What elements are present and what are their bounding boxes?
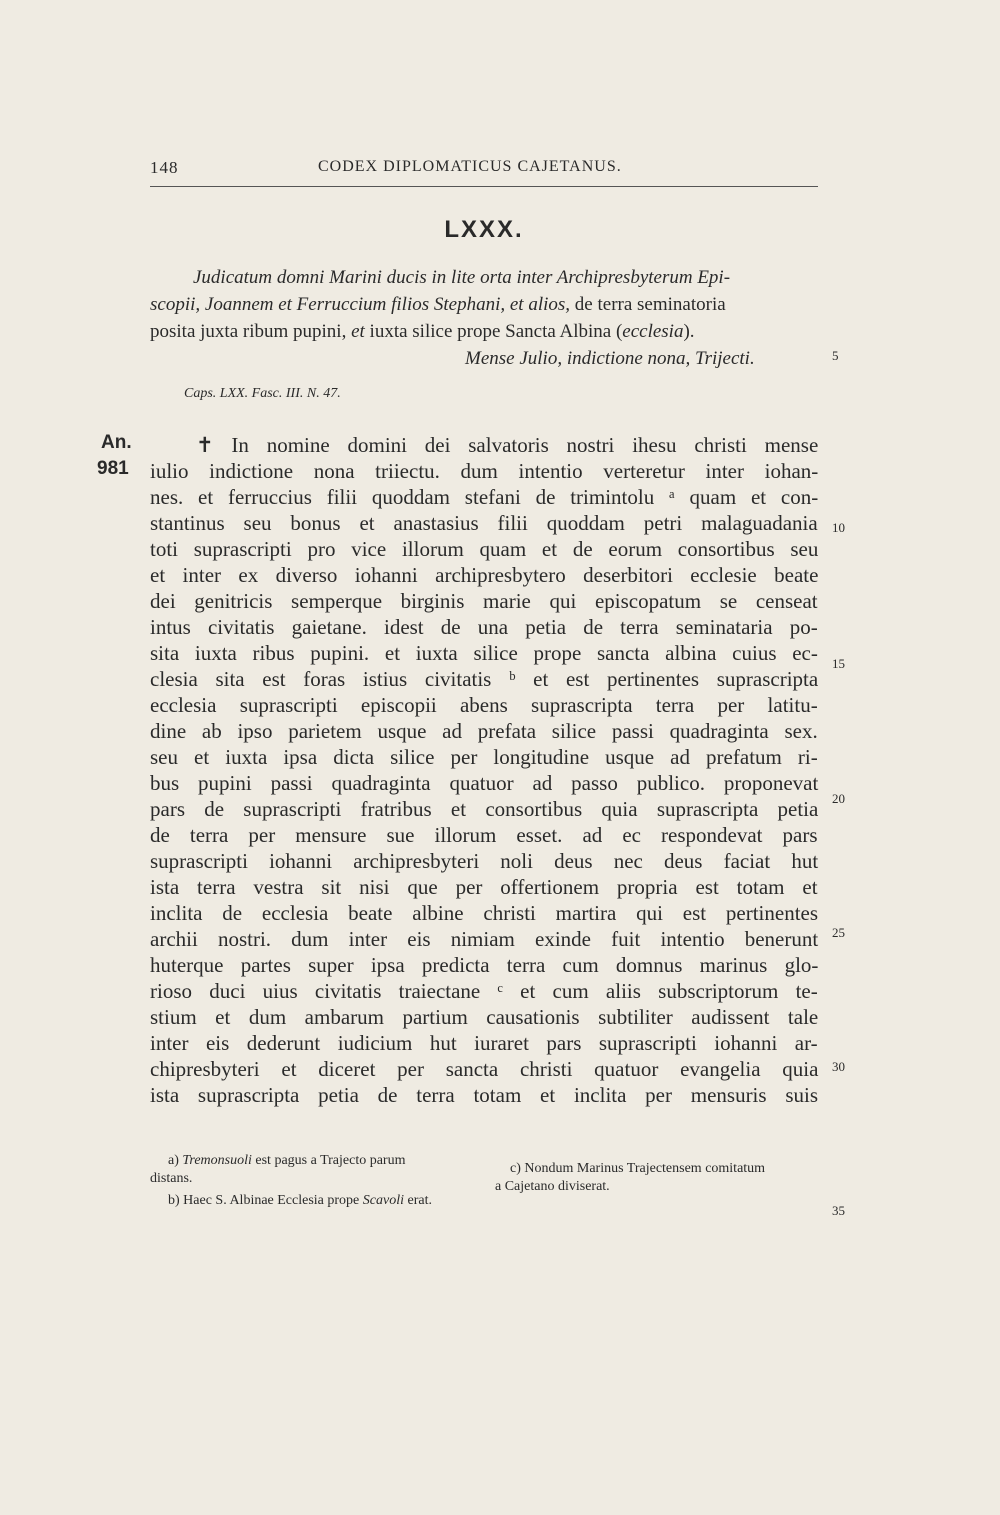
text-line: huterque partes super ipsa predicta terra cum domnus marinus glo- (150, 953, 819, 977)
margin-an-label: An. (101, 432, 132, 453)
summary-line-1 (193, 264, 730, 291)
summary-text: et (351, 321, 365, 342)
text-line: dine ab ipso parietem usque ad prefata silice passi quadraginta sex. (150, 719, 818, 743)
text-line: toti suprascripti pro vice illorum quam et de eorum consortibus seu (150, 537, 819, 561)
footnote-a-cont: distans. (150, 1171, 193, 1186)
text-line: stantinus seu bonus et anastasius filii quoddam petri malaguadania (150, 511, 818, 535)
summary-text: ). (683, 321, 695, 342)
summary-text: scopii, Joannem et Ferruccium filios Stephani, et alios, (150, 294, 571, 315)
text-line: clesia sita est foras istius civitatis ᵇ et est pertinentes suprascripta (150, 667, 819, 691)
text-line: chipresbyteri et diceret per sancta christi quatuor evangelia quia (150, 1057, 819, 1081)
footnote-mark: b) (168, 1193, 180, 1208)
line-number: 5 (832, 348, 839, 363)
footnote-text: est pagus a Trajecto parum (251, 1153, 406, 1168)
text-line: iulio indictione nona triiectu. dum intentio verteretur inter iohan- (150, 459, 819, 483)
text-line: suprascripti iohanni archipresbyteri noli deus nec deus faciat hut (150, 849, 819, 873)
summary-line-3 (150, 318, 695, 345)
text-line: bus pupini passi quadraginta quatuor ad passo publico. proponevat (150, 771, 819, 795)
summary-text: de terra seminatoria (570, 294, 726, 315)
footnote-a (168, 1152, 405, 1170)
text-line: stium et dum ambarum partium causationis subtiliter audissent tale (150, 1005, 819, 1029)
text-line: pars de suprascripti fratribus et consortibus quia suprascripta petia (150, 797, 819, 821)
header-rule (150, 186, 818, 187)
text-line: inclita de ecclesia beate albine christi martira qui est pertinentes (150, 901, 819, 925)
line-number: 25 (832, 925, 845, 940)
running-title: CODEX DIPLOMATICUS CAJETANUS. (318, 158, 622, 175)
margin-year: 981 (97, 458, 129, 479)
text-line: seu et iuxta ipsa dicta silice per longitudine usque ad prefatum ri- (150, 745, 818, 769)
line-number: 20 (832, 791, 845, 806)
summary-text: posita juxta ribum pupini, (150, 321, 352, 342)
line-number: 10 (832, 520, 845, 535)
summary-text: Judicatum domni Marini ducis in lite orta inter Archipresbyterum Epi- (193, 267, 731, 288)
footnote-c: c) Nondum Marinus Trajectensem comitatum (510, 1161, 766, 1176)
summary-text: ecclesia (622, 321, 684, 342)
page-number: 148 (150, 158, 179, 177)
text-line: ✝ In nomine domini dei salvatoris nostri ihesu christi mense (196, 433, 819, 457)
archive-reference: Caps. LXX. Fasc. III. N. 47. (184, 386, 341, 401)
footnote-text: Haec S. Albinae Ecclesia prope (179, 1193, 363, 1208)
footnote-text: erat. (403, 1193, 432, 1208)
text-line: nes. et ferruccius filii quoddam stefani de trimintolu ᵃ quam et con- (150, 485, 819, 509)
text-line: sita iuxta ribus pupini. et iuxta silice prope sancta albina cuius ec- (150, 641, 818, 665)
line-number: 35 (832, 1203, 845, 1218)
summary-text: iuxta silice prope Sancta Albina ( (364, 321, 623, 342)
footnote-mark: a) (168, 1153, 179, 1168)
footnote-c-cont: a Cajetano diviserat. (495, 1179, 610, 1194)
text-line: ista terra vestra sit nisi que per offertionem propria est totam et (150, 875, 818, 899)
text-line: archii nostri. dum inter eis nimiam exinde fuit intentio benerunt (150, 927, 819, 951)
text-line: et inter ex diverso iohanni archipresbytero deserbitori ecclesie beate (150, 563, 819, 587)
summary-line-4 (465, 345, 755, 372)
text-line: ista suprascripta petia de terra totam et inclita per mensuris suis (150, 1083, 818, 1107)
footnote-text: Tremonsuoli (182, 1153, 252, 1168)
text-line: ecclesia suprascripti episcopii abens suprascripta terra per latitu- (150, 693, 818, 717)
date-place: Mense Julio, indictione nona, Trijecti. (465, 348, 755, 369)
line-number: 15 (832, 656, 845, 671)
text-line: dei genitricis semperque birginis marie qui episcopatum se censeat (150, 589, 818, 613)
text-line: intus civitatis gaietane. idest de una petia de terra seminataria po- (150, 615, 818, 639)
text-line: inter eis dederunt iudicium hut iuraret pars suprascripti iohanni ar- (150, 1031, 818, 1055)
document-number: LXXX. (444, 216, 524, 243)
text-line: de terra per mensure sue illorum esset. ad ec respondevat pars (150, 823, 818, 847)
summary-line-2 (150, 291, 726, 318)
text-line: rioso duci uius civitatis traiectane ᶜ et cum aliis subscriptorum te- (150, 979, 818, 1003)
footnote-text: Scavoli (362, 1193, 404, 1208)
footnote-b (168, 1192, 432, 1210)
line-number: 30 (832, 1059, 845, 1074)
